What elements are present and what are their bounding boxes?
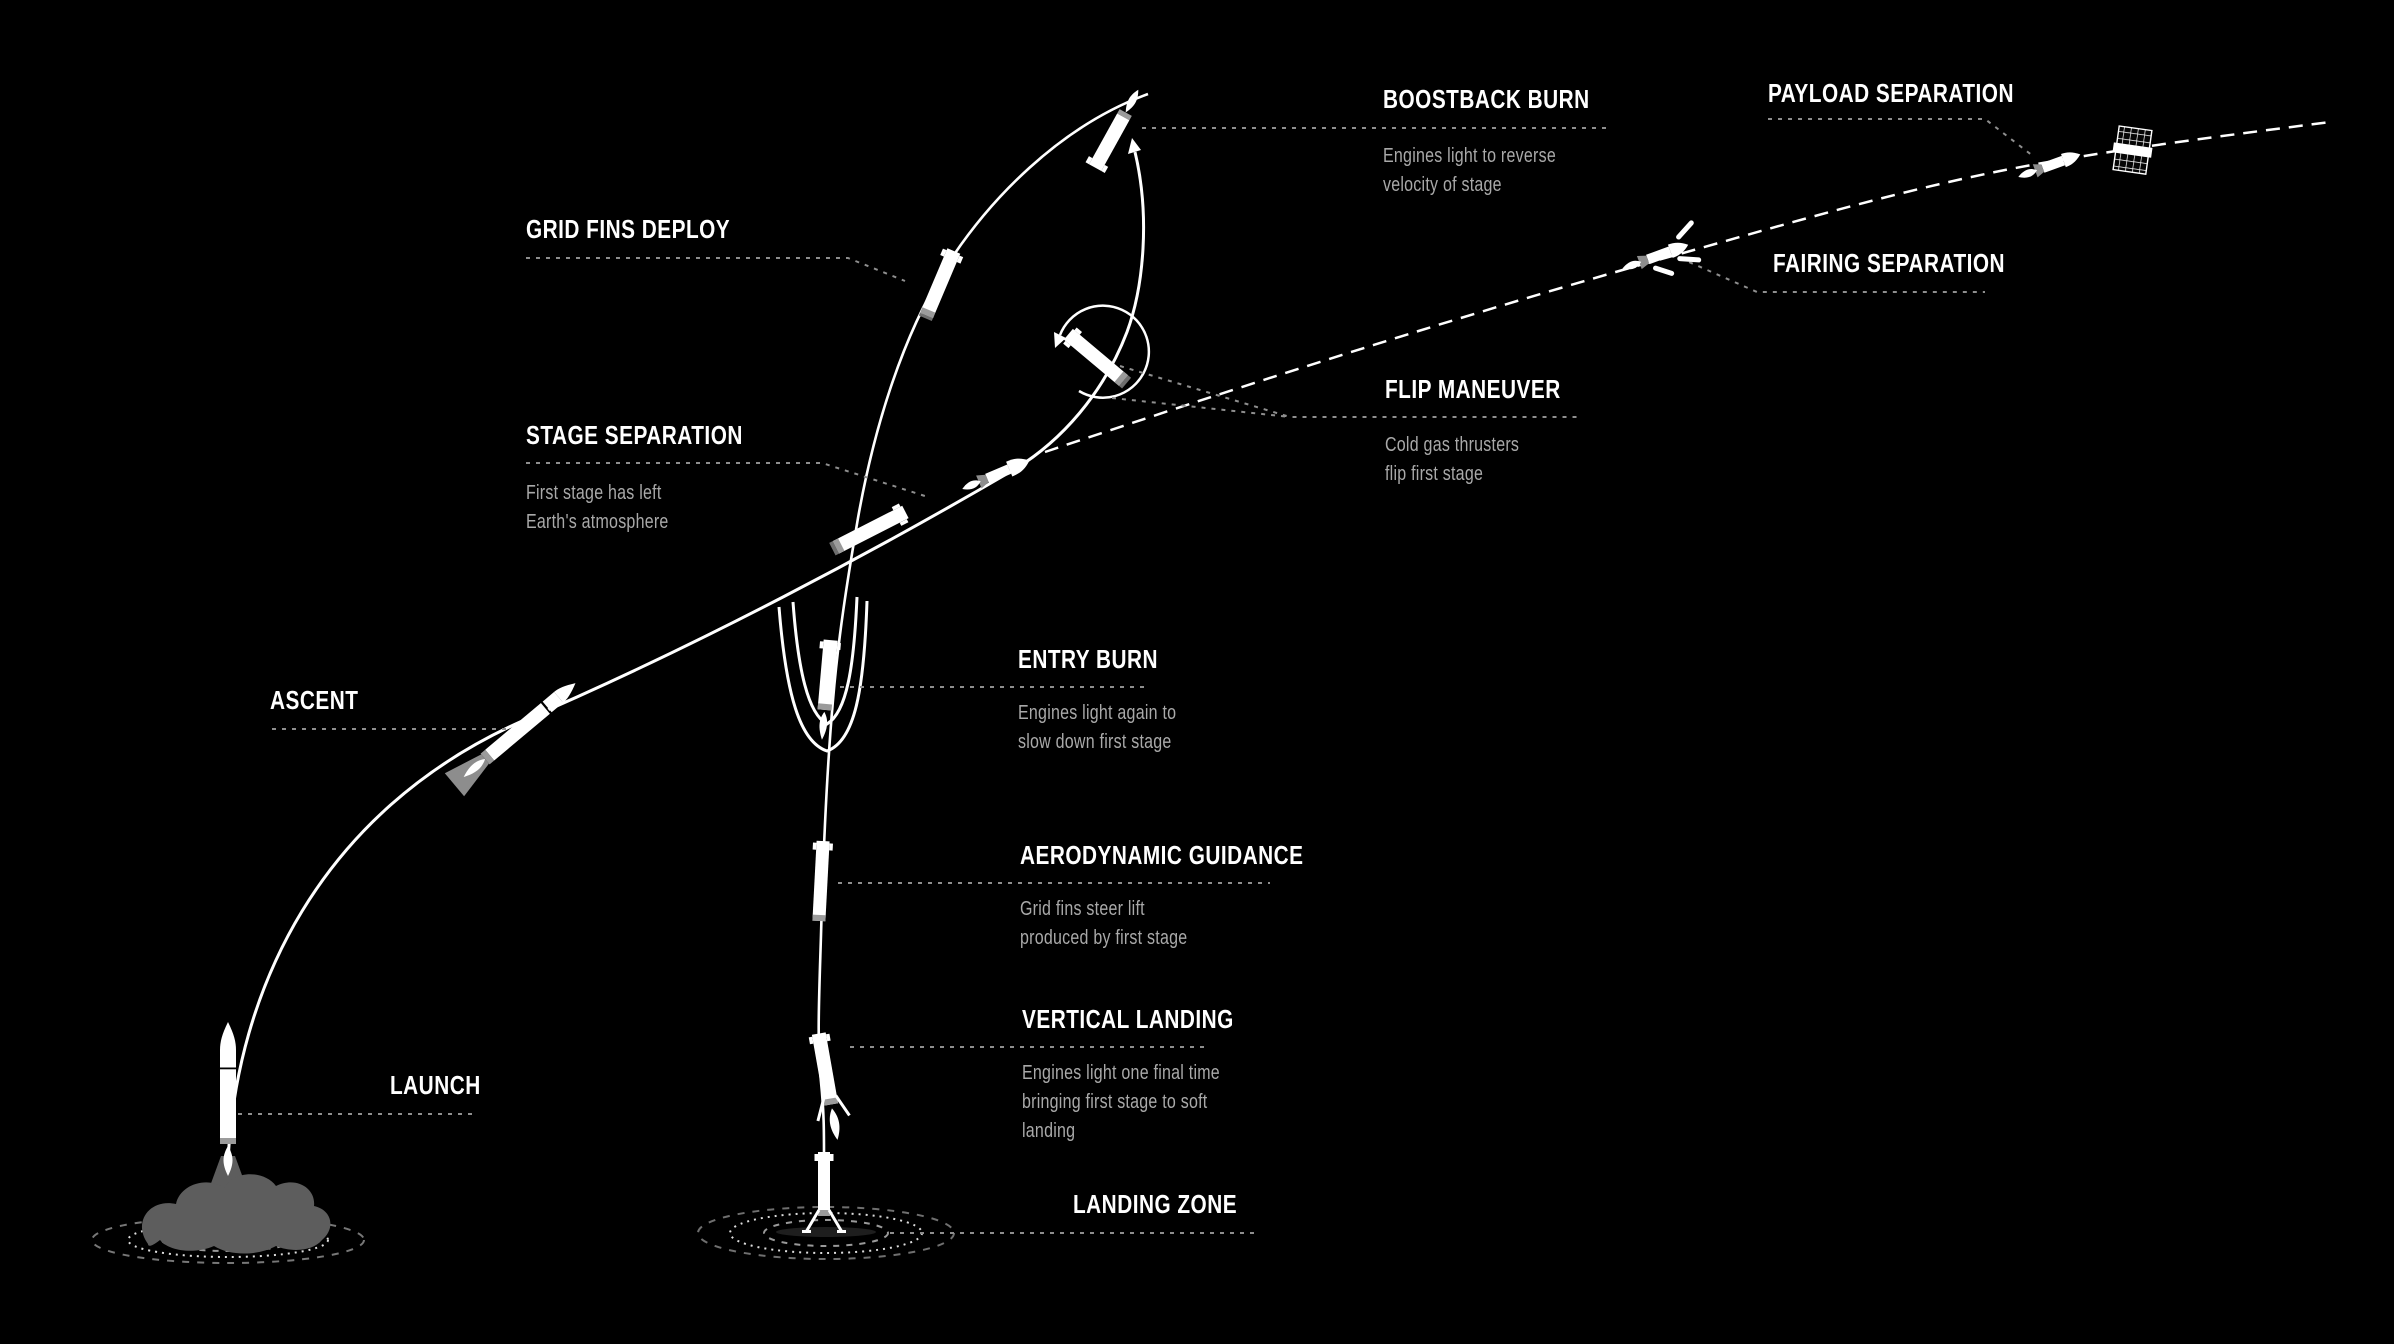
label-landing-zone: LANDING ZONE <box>1073 1189 1238 1219</box>
desc-line: Engines light one final time <box>1022 1062 1220 1084</box>
label-fairing-separation: FAIRING SEPARATION <box>1773 248 2006 278</box>
label-payload-separation: PAYLOAD SEPARATION <box>1768 78 2014 108</box>
leader-payload-separation <box>1768 119 2033 156</box>
label-entry-burn: ENTRY BURN <box>1018 644 1159 674</box>
desc-boostback-burn <box>1383 142 1556 200</box>
desc-line: produced by first stage <box>1020 927 1188 949</box>
boostback-arc-arrowhead <box>1128 138 1141 154</box>
desc-line: Engines light to reverse <box>1383 145 1556 167</box>
desc-line: Cold gas thrusters <box>1385 434 1520 456</box>
desc-entry-burn <box>1018 699 1176 757</box>
desc-line: landing <box>1022 1120 1076 1142</box>
desc-line: slow down first stage <box>1018 731 1172 753</box>
rocket-ascent-icon <box>445 672 585 797</box>
desc-line: First stage has left <box>526 482 662 504</box>
rocket-flip-icon <box>1062 326 1134 391</box>
rocket-grid-fins-icon <box>915 247 964 323</box>
fairing-separation-icon <box>1615 219 1710 292</box>
desc-line: Grid fins steer lift <box>1020 898 1145 920</box>
desc-flip-maneuver <box>1385 431 1519 489</box>
label-flip-maneuver: FLIP MANEUVER <box>1385 374 1561 404</box>
label-vertical-landing: VERTICAL LANDING <box>1022 1004 1234 1034</box>
label-ascent: ASCENT <box>270 685 359 715</box>
desc-vertical-landing <box>1022 1059 1220 1146</box>
label-launch: LAUNCH <box>390 1070 481 1100</box>
desc-stage-separation <box>526 479 669 537</box>
desc-line: Engines light again to <box>1018 702 1177 724</box>
desc-aerodynamic-guidance <box>1020 895 1187 953</box>
satellite-icon <box>2110 126 2155 175</box>
rocket-vertical-landing-icon <box>803 1031 853 1143</box>
label-stage-separation: STAGE SEPARATION <box>526 420 743 450</box>
desc-line: Earth's atmosphere <box>526 511 669 533</box>
second-stage-separation-icon <box>959 453 1032 496</box>
trajectory-first-stage-return <box>819 94 1148 1154</box>
trajectory-ascent-and-boostback <box>228 152 1144 1162</box>
label-grid-fins-deploy: GRID FINS DEPLOY <box>526 214 731 244</box>
leader-grid-fins-deploy <box>526 258 905 281</box>
rocket-launch-icon <box>220 1022 236 1176</box>
label-boostback-burn: BOOSTBACK BURN <box>1383 84 1590 114</box>
desc-line: flip first stage <box>1385 463 1484 485</box>
desc-line: velocity of stage <box>1383 174 1502 196</box>
desc-line: bringing first stage to soft <box>1022 1091 1208 1113</box>
launch-smoke-cloud <box>142 1156 330 1254</box>
rocket-aerodynamic-icon <box>809 841 833 922</box>
label-aerodynamic-guidance: AERODYNAMIC GUIDANCE <box>1020 840 1304 870</box>
